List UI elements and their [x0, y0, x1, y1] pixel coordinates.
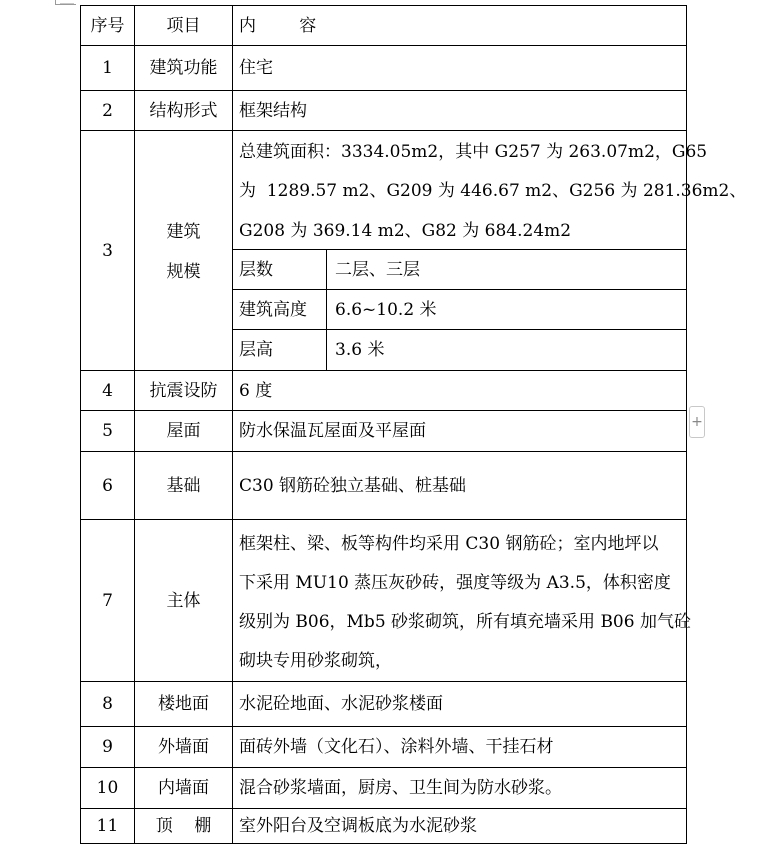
row-9-item: 外墙面 — [158, 737, 209, 757]
row-10-item: 内墙面 — [158, 778, 209, 798]
row-11-no: 11 — [96, 816, 119, 836]
row-3-sub-3-label: 层高 — [239, 340, 273, 360]
row-4-content: 6 度 — [239, 380, 273, 401]
row-3-sub-3-value: 3.6 米 — [335, 340, 385, 360]
row-3-sub-2-value: 6.6~10.2 米 — [335, 299, 437, 320]
row-8-item: 楼地面 — [158, 694, 209, 714]
row-3-sub-1-value: 二层、三层 — [335, 259, 420, 280]
row-2-no: 2 — [102, 100, 113, 121]
row-4-item: 抗震设防 — [149, 380, 218, 401]
row-3-area-line-3: G208 为 369.14 m2、G82 为 684.24m2 — [239, 221, 572, 241]
row-7-content-line-2: 下采用 MU10 蒸压灰砂砖，强度等级为 A3.5，体积密度 — [239, 573, 671, 593]
row-5-content: 防水保温瓦屋面及平屋面 — [239, 421, 426, 441]
header-item: 项目 — [166, 15, 201, 36]
row-5-item: 屋面 — [166, 421, 201, 441]
row-7-item: 主体 — [166, 590, 201, 611]
row-2-content: 框架结构 — [239, 100, 307, 121]
plus-icon: + — [691, 414, 703, 430]
row-3-item-line2: 规模 — [166, 262, 201, 282]
row-7-no: 7 — [102, 590, 113, 611]
row-3-area-line-1: 总建筑面积：3334.05m2，其中 G257 为 263.07m2，G65 — [239, 142, 708, 162]
row-6-no: 6 — [102, 475, 113, 496]
row-3-area-line-2: 为 1289.57 m2、G209 为 446.67 m2、G256 为 281.36m2、 — [239, 181, 747, 201]
row-9-content: 面砖外墙（文化石）、涂料外墙、干挂石材 — [239, 737, 554, 757]
row-5-no: 5 — [102, 421, 113, 441]
row-6-item: 基础 — [166, 475, 201, 496]
row-2-item: 结构形式 — [149, 100, 218, 121]
row-3-no: 3 — [102, 240, 113, 261]
row-1-content: 住宅 — [239, 58, 273, 78]
row-7-content-line-3: 级别为 B06，Mb5 砂浆砌筑，所有填充墙采用 B06 加气砼 — [239, 612, 691, 632]
row-3-item-line1: 建筑 — [166, 222, 201, 242]
row-7-content-line-4: 砌块专用砂浆砌筑， — [239, 651, 392, 671]
row-11-item: 顶 棚 — [155, 816, 212, 836]
row-8-content: 水泥砼地面、水泥砂浆楼面 — [239, 694, 443, 714]
row-9-no: 9 — [102, 737, 113, 757]
row-6-content: C30 钢筋砼独立基础、桩基础 — [239, 475, 467, 496]
row-7-content-line-1: 框架柱、梁、板等构件均采用 C30 钢筋砼；室内地坪以 — [239, 534, 659, 554]
row-10-content: 混合砂浆墙面，厨房、卫生间为防水砂浆。 — [239, 778, 562, 798]
row-3-sub-1-label: 层数 — [239, 259, 273, 280]
header-no: 序号 — [90, 15, 125, 36]
row-1-item: 建筑功能 — [149, 58, 218, 78]
row-4-no: 4 — [102, 380, 113, 401]
header-content: 内 容 — [239, 15, 317, 36]
row-10-no: 10 — [96, 778, 119, 798]
table-expand-handle[interactable] — [689, 406, 705, 438]
row-3-sub-2-label: 建筑高度 — [239, 299, 307, 320]
row-11-content: 室外阳台及空调板底为水泥砂浆 — [239, 816, 477, 836]
row-1-no: 1 — [102, 58, 113, 78]
row-8-no: 8 — [102, 694, 113, 714]
